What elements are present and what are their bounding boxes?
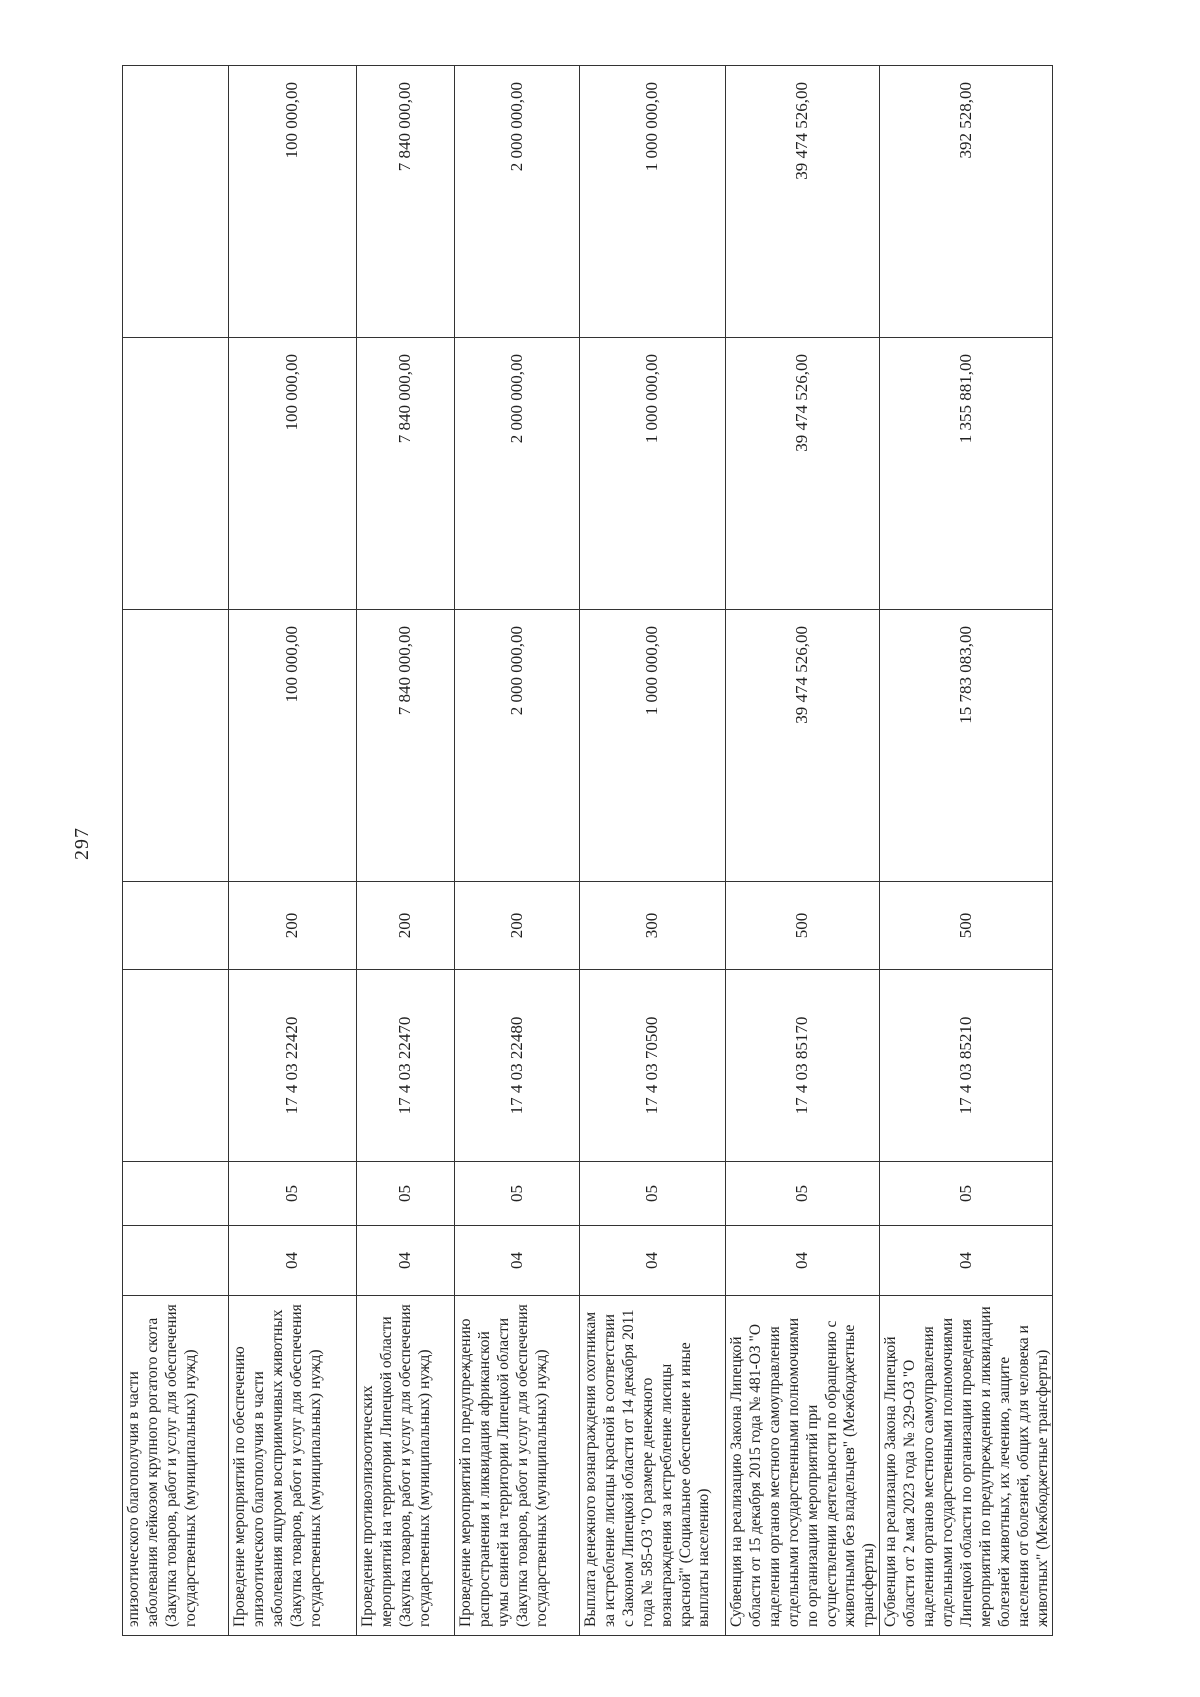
amount-year-3: 100 000,00 [229,66,357,338]
amount-year-3: 392 528,00 [880,66,1053,338]
expense-type-code: 200 [357,882,455,970]
row-description: Проведение противоэпизоотических мероприятий на территории Липецкой области (Закупка товаров, работ и услуг для обеспечения государственных (муниципальных) нужд) [357,1296,455,1636]
section-code: 04 [880,1226,1053,1296]
section-code: 04 [580,1226,726,1296]
amount-year-1: 100 000,00 [229,610,357,882]
subsection-code: 05 [880,1162,1053,1226]
target-article-code: 17 4 03 85170 [726,970,880,1162]
table-row-spacer [1053,66,1200,1636]
amount-year-2: 2 000 000,00 [455,338,580,610]
amount-year-3: 2 000 000,00 [455,66,580,338]
table-row [123,66,229,1636]
section-code: 04 [726,1226,880,1296]
expense-type-code [123,882,229,970]
amount-year-2: 1 355 881,00 [880,338,1053,610]
subsection-code [123,1162,229,1226]
table-body [123,66,1200,1636]
subsection-code: 05 [455,1162,580,1226]
expense-type-code: 200 [455,882,580,970]
budget-table [122,65,1200,1636]
row-description: Проведение мероприятий по обеспечению эпизоотического благополучия в части заболевания ящуром восприимчивых животных (Закупка товаров, работ и услуг для обеспечения государственных (муниципальных) нужд) [229,1296,357,1636]
amount-year-3 [123,66,229,338]
amount-year-1: 2 000 000,00 [455,610,580,882]
expense-type-code: 500 [880,882,1053,970]
table-row [455,66,580,1636]
table-row [880,66,1053,1636]
section-code [123,1226,229,1296]
amount-year-3: 39 474 526,00 [726,66,880,338]
amount-year-1: 7 840 000,00 [357,610,455,882]
target-article-code: 17 4 03 70500 [580,970,726,1162]
amount-year-2: 1 000 000,00 [580,338,726,610]
amount-year-1: 39 474 526,00 [726,610,880,882]
target-article-code [123,970,229,1162]
subsection-code: 05 [726,1162,880,1226]
amount-year-1: 1 000 000,00 [580,610,726,882]
page-number: 297 [71,827,93,860]
row-description: Субвенция на реализацию Закона Липецкой области от 2 мая 2023 года № 329-ОЗ "О наделении органов местного самоуправления отдельными государственными полномочиями Липецкой области по организации проведения мероприятий по предупреждению и ликвидации болезней животных, их лечению, защите населения от болезней, общих для человека и животных" (Межбюджетные трансферты) [880,1296,1053,1636]
budget-table-rotated [122,66,1177,1636]
row-description: Субвенция на реализацию Закона Липецкой области от 15 декабря 2015 года № 481-ОЗ "О наделении органов местного самоуправления отдельными государственными полномочиями по организации мероприятий при осуществлении деятельности по обращению с животными без владельцев" (Межбюджетные трансферты) [726,1296,880,1636]
section-code: 04 [455,1226,580,1296]
amount-year-1: 15 783 083,00 [880,610,1053,882]
target-article-code: 17 4 03 22470 [357,970,455,1162]
section-code: 04 [229,1226,357,1296]
expense-type-code: 500 [726,882,880,970]
target-article-code: 17 4 03 22480 [455,970,580,1162]
amount-year-2: 39 474 526,00 [726,338,880,610]
expense-type-code: 200 [229,882,357,970]
target-article-code: 17 4 03 22420 [229,970,357,1162]
amount-year-2: 100 000,00 [229,338,357,610]
table-row [726,66,880,1636]
subsection-code: 05 [580,1162,726,1226]
amount-year-3: 1 000 000,00 [580,66,726,338]
amount-year-3: 7 840 000,00 [357,66,455,338]
subsection-code: 05 [229,1162,357,1226]
table-row [357,66,455,1636]
section-code: 04 [357,1226,455,1296]
amount-year-2: 7 840 000,00 [357,338,455,610]
row-description: Выплата денежного вознаграждения охотникам за истребление лисицы красной в соответствии с Законом Липецкой области от 14 декабря 2011 года № 585-ОЗ "О размере денежного вознаграждения за истребление лисицы красной" (Социальное обеспечение и иные выплаты населению) [580,1296,726,1636]
table-row [229,66,357,1636]
amount-year-2 [123,338,229,610]
table-row [580,66,726,1636]
row-description: эпизоотического благополучия в части заболевания лейкозом крупного рогатого скота (Закупка товаров, работ и услуг для обеспечения государственных (муниципальных) нужд) [123,1296,229,1636]
expense-type-code: 300 [580,882,726,970]
row-description: Проведение мероприятий по предупреждению распространения и ликвидация африканской чумы свиней на территории Липецкой области (Закупка товаров, работ и услуг для обеспечения государственных (муниципальных) нужд) [455,1296,580,1636]
target-article-code: 17 4 03 85210 [880,970,1053,1162]
subsection-code: 05 [357,1162,455,1226]
amount-year-1 [123,610,229,882]
